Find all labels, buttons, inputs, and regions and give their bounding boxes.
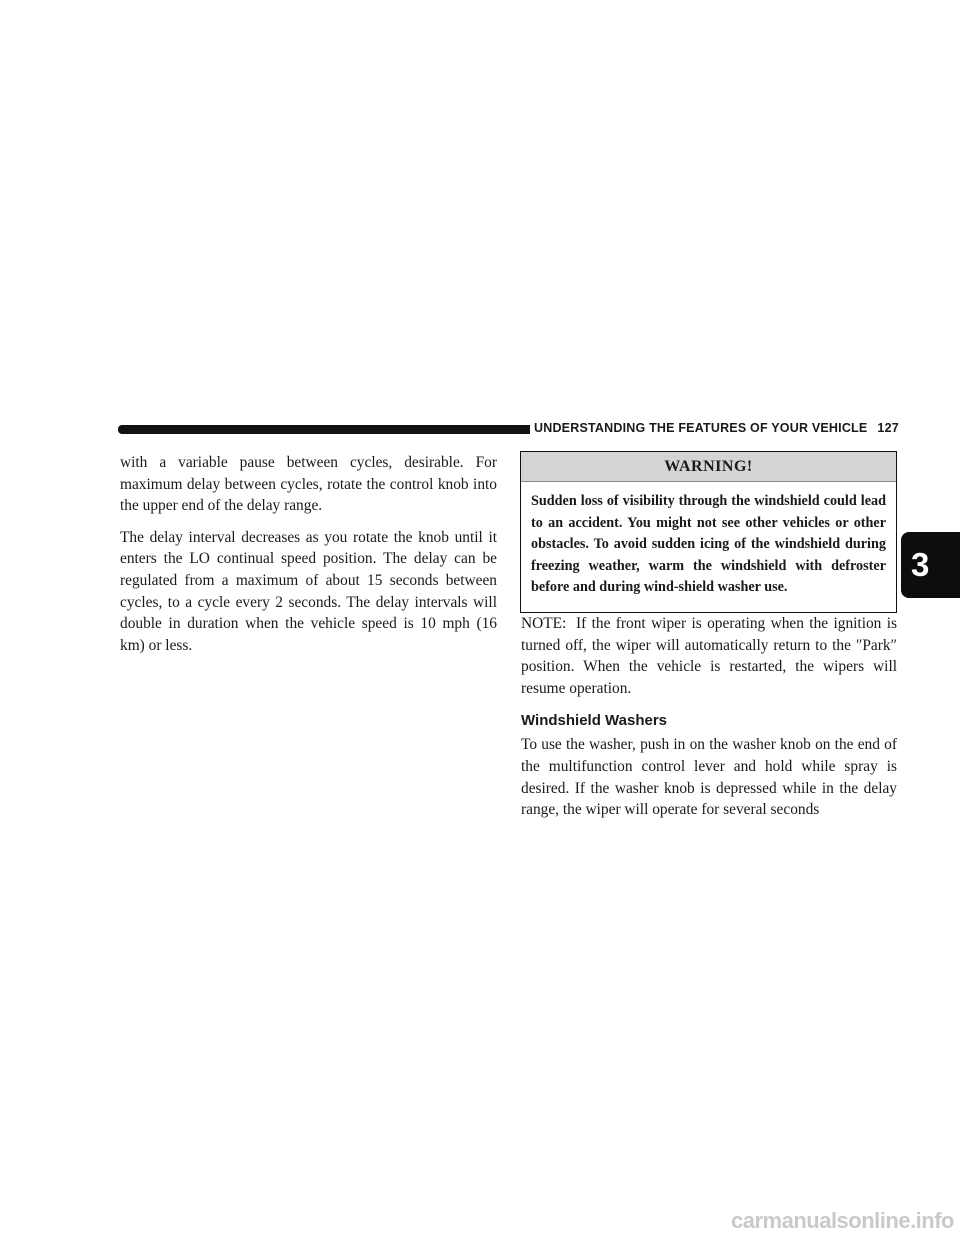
watermark: carmanualsonline.info (731, 1208, 954, 1233)
paragraph: To use the washer, push in on the washer knob on the end of the multifunction control lever and hold while spray is desired. If the washer knob is depressed while in the delay range, the wiper will operate for several seconds (521, 736, 897, 819)
header-rule-end (520, 425, 530, 434)
running-header (534, 421, 899, 435)
paragraph: The delay interval decreases as you rotate the knob until it enters the LO continual speed position. The delay can be regulated from a maximum of about 15 seconds between cycles, to a cycle every 2 seconds. The delay intervals will double in duration when the vehicle speed is 10 mph (16 km) or less. (120, 528, 497, 654)
page-number: 127 (877, 421, 899, 435)
warning-text: Sudden loss of visibility through the windshield could lead to an accident. You might not see other vehicles or other obstacles. To avoid sudden icing of the windshield during freezing weather, warm the windshield with defroster before and during wind-shield washer use. (531, 493, 886, 596)
header-rule (118, 425, 520, 434)
right-column (521, 452, 897, 831)
note-label: NOTE: (521, 615, 567, 632)
left-column (120, 452, 497, 666)
section-heading: Windshield Washers (521, 712, 668, 730)
warning-title: WARNING! (521, 452, 896, 482)
note-paragraph (521, 613, 897, 699)
note-text: If the front wiper is operating when the ignition is turned off, the wiper will automatically return to the ″Park″ position. When the vehicle is restarted, the wipers will resume operation. (521, 615, 897, 697)
warning-box (520, 451, 897, 613)
paragraph: with a variable pause between cycles, desirable. For maximum delay between cycles, rotate the control knob into the upper end of the delay range. (120, 454, 497, 515)
section-title: UNDERSTANDING THE FEATURES OF YOUR VEHICLE (534, 421, 868, 435)
chapter-tab: 3 (901, 532, 960, 598)
